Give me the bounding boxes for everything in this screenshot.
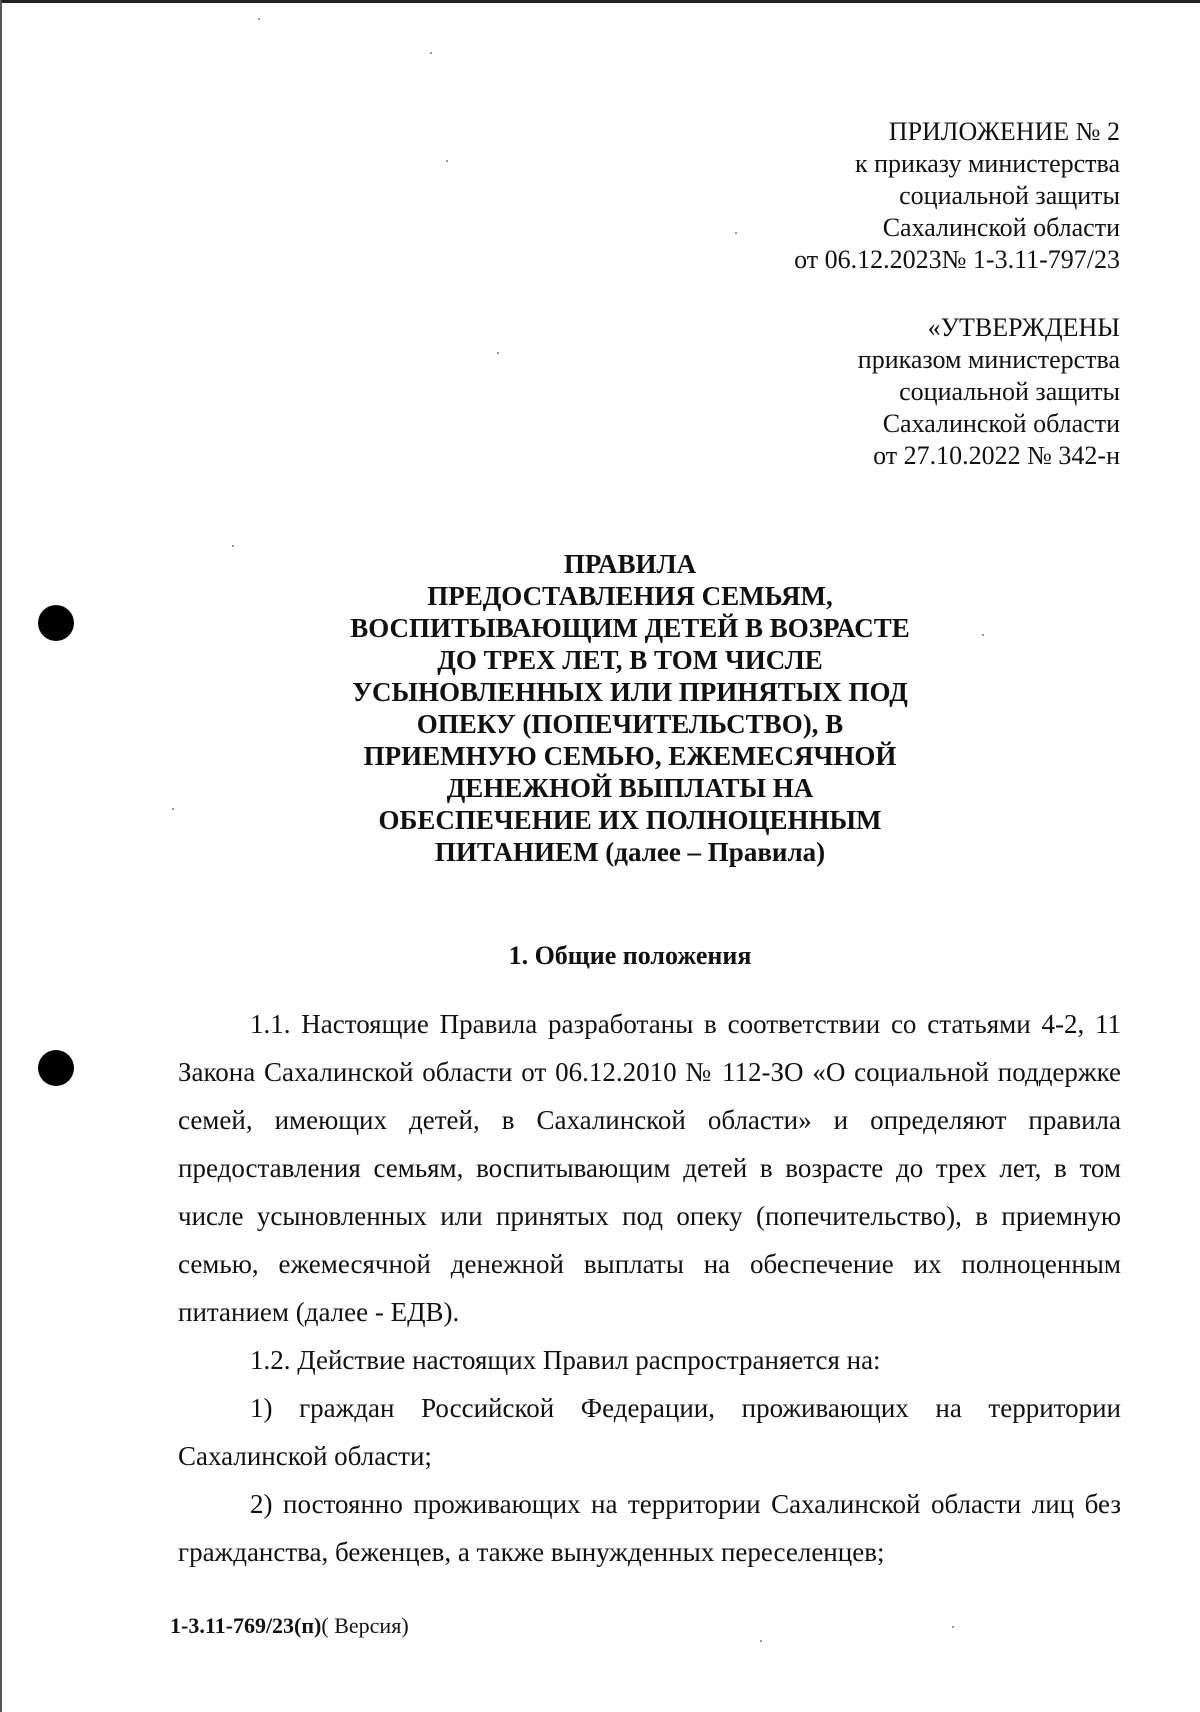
scan-speck xyxy=(430,52,432,54)
title-line: ВОСПИТЫВАЮЩИМ ДЕТЕЙ В ВОЗРАСТЕ xyxy=(350,613,910,643)
footer-code: 1-3.11-769/23(п) xyxy=(170,1613,322,1638)
title-line: ДО ТРЕХ ЛЕТ, В ТОМ ЧИСЛЕ xyxy=(437,645,823,675)
paragraph-1-2: 1.2. Действие настоящих Правил распространяется на: xyxy=(250,1345,881,1375)
section-heading: 1. Общие положения xyxy=(508,941,752,970)
appendix-reference xyxy=(520,116,1120,276)
appendix-line: ПРИЛОЖЕНИЕ № 2 xyxy=(888,117,1120,146)
appendix-line: от 06.12.2023№ 1-3.11-797/23 xyxy=(794,245,1120,274)
title-line: УСЫНОВЛЕННЫХ ИЛИ ПРИНЯТЫХ ПОД xyxy=(352,677,908,707)
scan-speck xyxy=(232,545,234,547)
title-line: ОПЕКУ (ПОПЕЧИТЕЛЬСТВО), В xyxy=(416,709,844,739)
title-line: ДЕНЕЖНОЙ ВЫПЛАТЫ НА xyxy=(446,773,814,803)
scan-speck xyxy=(258,18,260,20)
approval-line: от 27.10.2022 № 342-н xyxy=(873,441,1120,470)
title-line: ПРАВИЛА xyxy=(563,549,697,579)
document-title xyxy=(300,548,960,868)
scan-speck xyxy=(982,634,984,636)
punch-hole-top xyxy=(38,605,74,641)
scan-speck xyxy=(760,1640,762,1642)
appendix-line: к приказу министерства xyxy=(855,149,1120,178)
title-line: ПИТАНИЕМ (далее – Правила) xyxy=(434,837,826,867)
scan-speck xyxy=(446,160,448,162)
scan-speck xyxy=(172,808,174,810)
approval-reference xyxy=(520,312,1120,472)
appendix-line: Сахалинской области xyxy=(882,213,1120,242)
appendix-line: социальной защиты xyxy=(899,181,1120,210)
footer-document-code xyxy=(170,1612,409,1640)
approval-line: приказом министерства xyxy=(857,345,1120,374)
approval-line: «УТВЕРЖДЕНЫ xyxy=(927,313,1120,342)
title-line: ПРИЕМНУЮ СЕМЬЮ, ЕЖЕМЕСЯЧНОЙ xyxy=(363,741,897,771)
list-item-1: 1) граждан Российской Федерации, проживающих на территории Сахалинской области; xyxy=(178,1393,1121,1471)
approval-line: Сахалинской области xyxy=(882,409,1120,438)
title-line: ПРЕДОСТАВЛЕНИЯ СЕМЬЯМ, xyxy=(427,581,833,611)
scan-speck xyxy=(497,352,499,354)
title-line: ОБЕСПЕЧЕНИЕ ИХ ПОЛНОЦЕННЫМ xyxy=(378,805,882,835)
paragraph-1-1: 1.1. Настоящие Правила разработаны в соответствии со статьями 4-2, 11 Закона Сахалинской области от 06.12.2010 № 112-ЗО «О социальной поддержке семей, имеющих детей, в Сахалинской области» и определяют правила предоставления семьям, воспитывающим детей в возрасте до трех лет, в том числе усыновленных или принятых под опеку (попечительство), в приемную семью, ежемесячной денежной выплаты на обеспечение их полноценным питанием (далее - ЕДВ). xyxy=(178,1009,1121,1327)
footer-version: ( Версия) xyxy=(321,1613,409,1638)
left-border xyxy=(0,0,2,1712)
document-body xyxy=(178,1000,1121,1576)
approval-line: социальной защиты xyxy=(899,377,1120,406)
punch-hole-bottom xyxy=(38,1050,74,1086)
list-item-2: 2) постоянно проживающих на территории Сахалинской области лиц без гражданства, беженцев, а также вынужденных переселенцев; xyxy=(178,1489,1121,1567)
top-border xyxy=(0,0,1200,3)
scan-speck xyxy=(952,1626,954,1628)
